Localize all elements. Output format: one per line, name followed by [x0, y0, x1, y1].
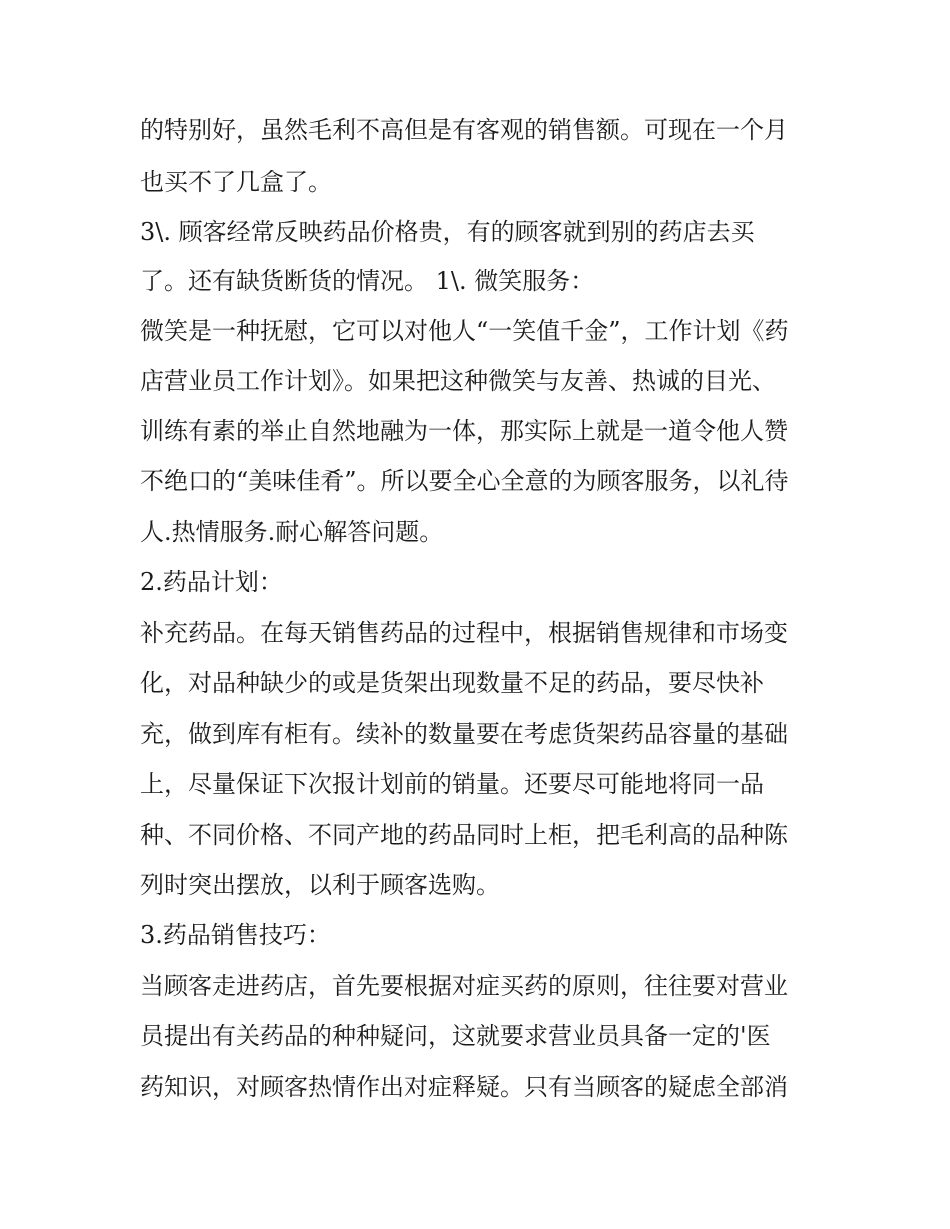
text-line: 的特别好，虽然毛利不高但是有客观的销售额。可现在一个月	[140, 116, 788, 144]
text-line: 员提出有关药品的种种疑问，这就要求营业员具备一定的'医	[140, 1022, 771, 1050]
text-line: 充，做到库有柜有。续补的数量要在考虑货架药品容量的基础	[140, 720, 788, 748]
text-line: 也买不了几盒了。	[140, 168, 332, 196]
text-line: 3\. 顾客经常反映药品价格贵，有的顾客就到别的药店去买	[140, 218, 755, 246]
text-line: 店营业员工作计划》。如果把这种微笑与友善、热诚的目光、	[140, 367, 776, 395]
text-line: 列时突出摆放，以利于顾客选购。	[140, 871, 500, 899]
text-line: 训练有素的举止自然地融为一体，那实际上就是一道令他人赞	[140, 417, 788, 445]
text-line: 微笑是一种抚慰，它可以对他人“一笑值千金”，工作计划《药	[140, 317, 789, 345]
section-heading: 2.药品计划：	[140, 568, 283, 596]
text-line: 不绝口的“美味佳肴”。所以要全心全意的为顾客服务，以礼待	[140, 467, 789, 495]
section-heading: 3.药品销售技巧：	[140, 921, 331, 949]
text-line: 当顾客走进药店，首先要根据对症买药的原则，往往要对营业	[140, 972, 788, 1000]
text-line: 药知识，对顾客热情作出对症释疑。只有当顾客的疑虑全部消	[140, 1073, 788, 1101]
text-line: 了。还有缺货断货的情况。 1\. 微笑服务：	[140, 267, 595, 295]
text-line: 补充药品。在每天销售药品的过程中，根据销售规律和市场变	[140, 619, 788, 647]
text-line: 种、不同价格、不同产地的药品同时上柜，把毛利高的品种陈	[140, 821, 788, 849]
text-line: 化，对品种缺少的或是货架出现数量不足的药品，要尽快补	[140, 669, 764, 697]
text-line: 上，尽量保证下次报计划前的销量。还要尽可能地将同一品	[140, 770, 764, 798]
text-line: 人.热情服务.耐心解答问题。	[140, 518, 444, 546]
